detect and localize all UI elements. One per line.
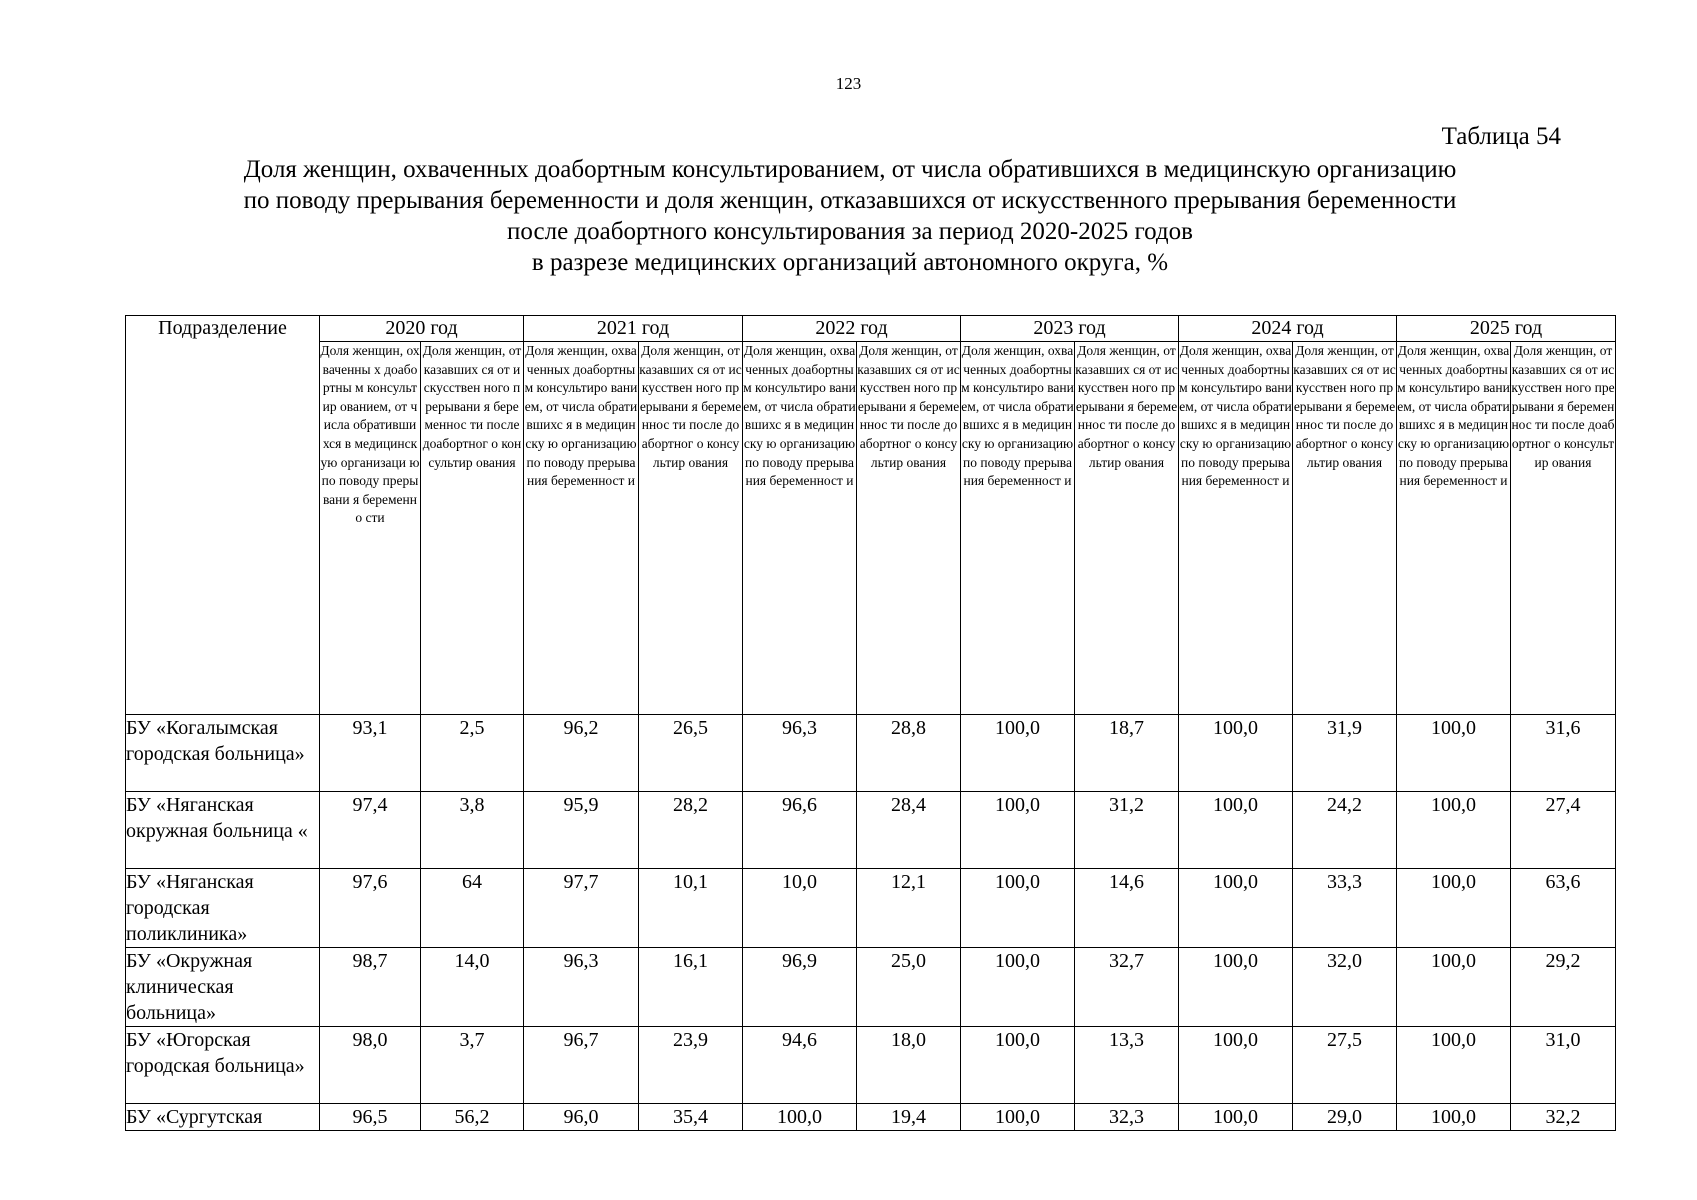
value-cell: 63,6 xyxy=(1511,869,1616,948)
sub-header: Доля женщин, охваченных доабортным консультиро ванием, от числа обратившихс я в медицинску ю организацию по поводу прерывания беременност и xyxy=(743,342,857,715)
table-row xyxy=(126,869,1616,948)
sub-header: Доля женщин, охваченны х доабортны м консультир ованием, от числа обративши хся в медицинск ую организаци ю по поводу прерывани я беременно сти xyxy=(320,342,421,715)
value-cell: 29,2 xyxy=(1511,948,1616,1027)
table-label: Таблица 54 xyxy=(1441,123,1561,150)
value-cell: 3,8 xyxy=(421,792,524,869)
value-cell: 100,0 xyxy=(1397,1027,1511,1104)
org-name-cell: БУ «Сургутская xyxy=(126,1104,320,1131)
value-cell: 93,1 xyxy=(320,715,421,792)
value-cell: 97,7 xyxy=(524,869,639,948)
sub-header: Доля женщин, отказавших ся от искусствен ного прерывани я беременнос ти после доабортног о консультир ования xyxy=(1511,342,1616,715)
value-cell: 100,0 xyxy=(1179,715,1293,792)
org-column-header: Подразделение xyxy=(126,316,320,715)
value-cell: 26,5 xyxy=(639,715,743,792)
value-cell: 100,0 xyxy=(1397,1104,1511,1131)
page-number: 123 xyxy=(835,74,862,93)
sub-header: Доля женщин, охваченных доабортным консультиро ванием, от числа обратившихс я в медицинску ю организацию по поводу прерывания беременност и xyxy=(961,342,1075,715)
value-cell: 33,3 xyxy=(1293,869,1397,948)
value-cell: 23,9 xyxy=(639,1027,743,1104)
value-cell: 28,2 xyxy=(639,792,743,869)
table-row xyxy=(126,1104,1616,1131)
title-line: в разрезе медицинских организаций автономного округа, % xyxy=(531,249,1169,276)
value-cell: 96,2 xyxy=(524,715,639,792)
value-cell: 16,1 xyxy=(639,948,743,1027)
value-cell: 97,4 xyxy=(320,792,421,869)
value-cell: 25,0 xyxy=(857,948,961,1027)
year-header: 2020 год xyxy=(320,316,524,342)
value-cell: 96,7 xyxy=(524,1027,639,1104)
sub-header: Доля женщин, отказавших ся от искусствен ного прерывани я беременнос ти после доабортног о консультир ования xyxy=(1293,342,1397,715)
table-row xyxy=(126,1027,1616,1104)
value-cell: 100,0 xyxy=(1179,792,1293,869)
value-cell: 100,0 xyxy=(961,1104,1075,1131)
table-title xyxy=(140,154,1560,278)
value-cell: 28,8 xyxy=(857,715,961,792)
sub-header: Доля женщин, отказавших ся от искусствен ного прерывани я беременнос ти после доабортног о консультир ования xyxy=(857,342,961,715)
year-header: 2021 год xyxy=(524,316,743,342)
value-cell: 95,9 xyxy=(524,792,639,869)
value-cell: 18,0 xyxy=(857,1027,961,1104)
value-cell: 98,0 xyxy=(320,1027,421,1104)
sub-header: Доля женщин, охваченных доабортным консультиро ванием, от числа обратившихс я в медицинску ю организацию по поводу прерывания беременност и xyxy=(524,342,639,715)
value-cell: 31,6 xyxy=(1511,715,1616,792)
sub-header: Доля женщин, отказавших ся от искусствен ного прерывани я беременнос ти после доабортног о консультир ования xyxy=(421,342,524,715)
title-line: после доабортного консультирования за период 2020-2025 годов xyxy=(507,218,1193,245)
value-cell: 100,0 xyxy=(961,792,1075,869)
value-cell: 100,0 xyxy=(961,869,1075,948)
sub-header: Доля женщин, охваченных доабортным консультиро ванием, от числа обратившихс я в медицинску ю организацию по поводу прерывания беременност и xyxy=(1179,342,1293,715)
value-cell: 100,0 xyxy=(961,948,1075,1027)
value-cell: 32,7 xyxy=(1075,948,1179,1027)
value-cell: 100,0 xyxy=(1397,715,1511,792)
value-cell: 96,0 xyxy=(524,1104,639,1131)
value-cell: 10,0 xyxy=(743,869,857,948)
year-header-row xyxy=(126,316,1616,342)
table-row xyxy=(126,948,1616,1027)
value-cell: 31,2 xyxy=(1075,792,1179,869)
org-name-cell: БУ «Няганская окружная больница « xyxy=(126,792,320,869)
value-cell: 13,3 xyxy=(1075,1027,1179,1104)
value-cell: 100,0 xyxy=(1179,1027,1293,1104)
sub-header: Доля женщин, отказавших ся от искусствен ного прерывани я беременнос ти после доабортног о консультир ования xyxy=(1075,342,1179,715)
title-line: Доля женщин, охваченных доабортным консультированием, от числа обратившихся в медицинскую организацию xyxy=(243,156,1457,183)
value-cell: 24,2 xyxy=(1293,792,1397,869)
value-cell: 19,4 xyxy=(857,1104,961,1131)
year-header: 2025 год xyxy=(1397,316,1616,342)
value-cell: 96,3 xyxy=(524,948,639,1027)
value-cell: 27,4 xyxy=(1511,792,1616,869)
value-cell: 31,0 xyxy=(1511,1027,1616,1104)
value-cell: 98,7 xyxy=(320,948,421,1027)
value-cell: 14,6 xyxy=(1075,869,1179,948)
value-cell: 97,6 xyxy=(320,869,421,948)
value-cell: 56,2 xyxy=(421,1104,524,1131)
year-header: 2022 год xyxy=(743,316,961,342)
value-cell: 10,1 xyxy=(639,869,743,948)
value-cell: 100,0 xyxy=(1397,792,1511,869)
data-table xyxy=(125,315,1616,1131)
value-cell: 100,0 xyxy=(1397,869,1511,948)
title-line: по поводу прерывания беременности и доля женщин, отказавшихся от искусственного прерывания беременности xyxy=(243,187,1457,214)
value-cell: 96,6 xyxy=(743,792,857,869)
value-cell: 100,0 xyxy=(1179,948,1293,1027)
value-cell: 96,3 xyxy=(743,715,857,792)
value-cell: 14,0 xyxy=(421,948,524,1027)
value-cell: 35,4 xyxy=(639,1104,743,1131)
value-cell: 64 xyxy=(421,869,524,948)
org-name-cell: БУ «Няганская городская поликлиника» xyxy=(126,869,320,948)
value-cell: 96,9 xyxy=(743,948,857,1027)
org-name-cell: БУ «Югорская городская больница» xyxy=(126,1027,320,1104)
value-cell: 18,7 xyxy=(1075,715,1179,792)
value-cell: 100,0 xyxy=(1179,1104,1293,1131)
year-header: 2024 год xyxy=(1179,316,1397,342)
value-cell: 32,2 xyxy=(1511,1104,1616,1131)
value-cell: 94,6 xyxy=(743,1027,857,1104)
value-cell: 29,0 xyxy=(1293,1104,1397,1131)
sub-header: Доля женщин, отказавших ся от искусствен ного прерывани я беременнос ти после доабортног о консультир ования xyxy=(639,342,743,715)
value-cell: 28,4 xyxy=(857,792,961,869)
table-row xyxy=(126,715,1616,792)
value-cell: 27,5 xyxy=(1293,1027,1397,1104)
value-cell: 100,0 xyxy=(961,1027,1075,1104)
year-header: 2023 год xyxy=(961,316,1179,342)
org-name-cell: БУ «Когалымская городская больница» xyxy=(126,715,320,792)
sub-header-row xyxy=(126,342,1616,715)
value-cell: 100,0 xyxy=(961,715,1075,792)
value-cell: 32,0 xyxy=(1293,948,1397,1027)
sub-header: Доля женщин, охваченных доабортным консультиро ванием, от числа обратившихс я в медицинску ю организацию по поводу прерывания беременност и xyxy=(1397,342,1511,715)
org-name-cell: БУ «Окружная клиническая больница» xyxy=(126,948,320,1027)
value-cell: 31,9 xyxy=(1293,715,1397,792)
value-cell: 32,3 xyxy=(1075,1104,1179,1131)
value-cell: 12,1 xyxy=(857,869,961,948)
value-cell: 96,5 xyxy=(320,1104,421,1131)
table-row xyxy=(126,792,1616,869)
value-cell: 100,0 xyxy=(1179,869,1293,948)
value-cell: 2,5 xyxy=(421,715,524,792)
value-cell: 100,0 xyxy=(1397,948,1511,1027)
value-cell: 3,7 xyxy=(421,1027,524,1104)
value-cell: 100,0 xyxy=(743,1104,857,1131)
